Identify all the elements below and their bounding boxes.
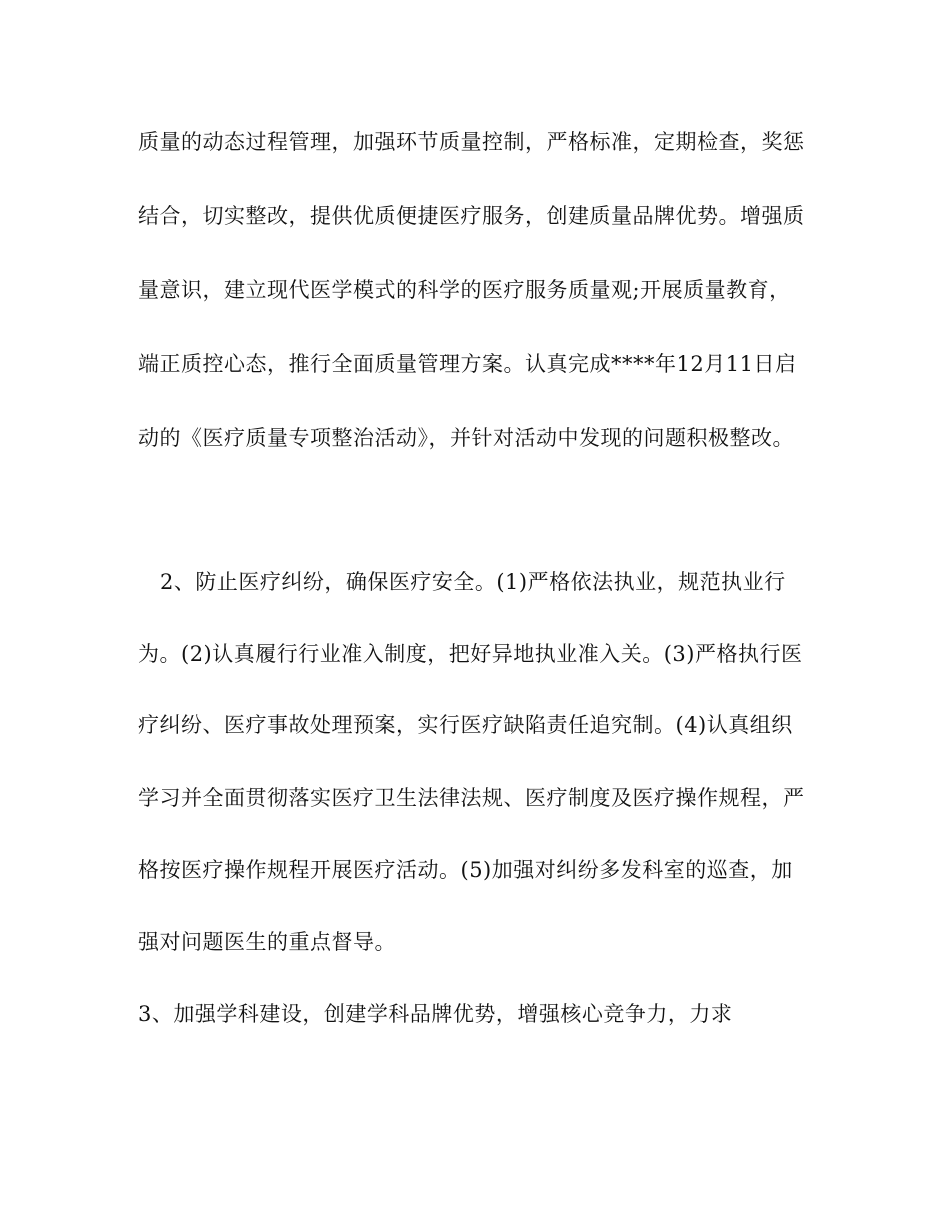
paragraph-1-line-3: 量意识，建立现代医学模式的科学的医疗服务质量观;开展质量教育，	[138, 278, 791, 302]
paragraph-2-line-4: 学习并全面贯彻落实医疗卫生法律法规、医疗制度及医疗操作规程，严	[138, 786, 805, 810]
paragraph-1-line-5: 动的《医疗质量专项整治活动》，并针对活动中发现的问题积极整改。	[138, 426, 794, 450]
paragraph-1-line-2: 结合，切实整改，提供优质便捷医疗服务，创建质量品牌优势。增强质	[138, 204, 805, 228]
paragraph-3-line-1: 3、加强学科建设，创建学科品牌优势，增强核心竞争力，力求	[138, 1002, 733, 1026]
paragraph-1-line-4: 端正质控心态，推行全面质量管理方案。认真完成****年12月11日启	[138, 352, 797, 376]
paragraph-2-line-1: 2、防止医疗纠纷，确保医疗安全。(1)严格依法执业，规范执业行	[160, 570, 786, 594]
paragraph-2-line-6: 强对问题医生的重点督导。	[138, 930, 396, 954]
paragraph-2-line-5: 格按医疗操作规程开展医疗活动。(5)加强对纠纷多发科室的巡查，加	[138, 858, 793, 882]
paragraph-1-line-1: 质量的动态过程管理，加强环节质量控制，严格标准，定期检查，奖惩	[138, 130, 805, 154]
paragraph-2-line-3: 疗纠纷、医疗事故处理预案，实行医疗缺陷责任追究制。(4)认真组织	[138, 713, 793, 737]
paragraph-2-line-2: 为。(2)认真履行行业准入制度，把好异地执业准入关。(3)严格执行医	[138, 642, 803, 666]
